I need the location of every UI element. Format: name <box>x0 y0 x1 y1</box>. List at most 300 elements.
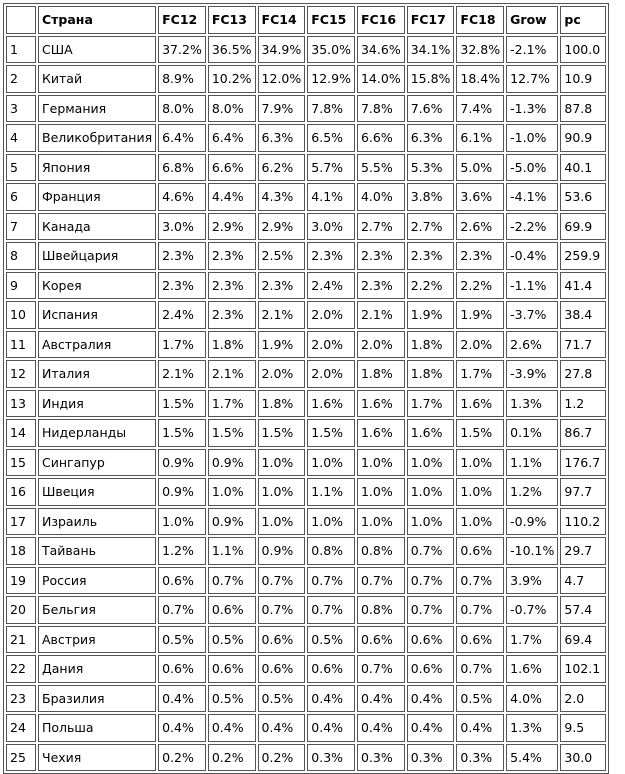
rank-cell: 7 <box>6 213 36 241</box>
fc13-cell: 10.2% <box>208 65 256 93</box>
fc16-cell: 6.6% <box>357 124 405 152</box>
fc16-cell: 2.1% <box>357 301 405 329</box>
table-row <box>6 567 606 595</box>
rank-cell: 25 <box>6 744 36 772</box>
grow-header: Grow <box>506 6 558 34</box>
fc14-cell: 1.9% <box>258 331 306 359</box>
country-cell: Франция <box>38 183 156 211</box>
fc14-cell: 6.3% <box>258 124 306 152</box>
fc17-header: FC17 <box>407 6 455 34</box>
fc14-cell: 0.6% <box>258 655 306 683</box>
country-cell: США <box>38 36 156 64</box>
table-row <box>6 360 606 388</box>
grow-cell: 4.0% <box>506 685 558 713</box>
country-cell: Китай <box>38 65 156 93</box>
fc18-cell: 2.6% <box>456 213 504 241</box>
grow-cell: -1.3% <box>506 95 558 123</box>
table-row <box>6 714 606 742</box>
rank-cell: 1 <box>6 36 36 64</box>
table-row <box>6 626 606 654</box>
country-cell: Италия <box>38 360 156 388</box>
fc16-cell: 2.0% <box>357 331 405 359</box>
fc18-cell: 0.7% <box>456 567 504 595</box>
fc13-cell: 0.6% <box>208 596 256 624</box>
country-cell: Бельгия <box>38 596 156 624</box>
fc16-cell: 1.0% <box>357 449 405 477</box>
fc16-cell: 0.8% <box>357 537 405 565</box>
fc17-cell: 1.8% <box>407 331 455 359</box>
fc15-cell: 12.9% <box>307 65 355 93</box>
fc13-cell: 1.5% <box>208 419 256 447</box>
fc12-cell: 1.5% <box>158 390 206 418</box>
fc17-cell: 1.0% <box>407 478 455 506</box>
fc13-cell: 2.3% <box>208 242 256 270</box>
fc17-cell: 15.8% <box>407 65 455 93</box>
fc15-cell: 0.3% <box>307 744 355 772</box>
fc15-cell: 0.7% <box>307 596 355 624</box>
rank-cell: 18 <box>6 537 36 565</box>
grow-cell: 1.3% <box>506 390 558 418</box>
country-header: Страна <box>38 6 156 34</box>
pc-cell: 259.9 <box>560 242 606 270</box>
rank-cell: 22 <box>6 655 36 683</box>
fc15-cell: 1.0% <box>307 449 355 477</box>
pc-cell: 69.9 <box>560 213 606 241</box>
fc14-cell: 4.3% <box>258 183 306 211</box>
fc15-cell: 1.5% <box>307 419 355 447</box>
fc12-cell: 2.3% <box>158 242 206 270</box>
fc18-cell: 2.3% <box>456 242 504 270</box>
pc-cell: 10.9 <box>560 65 606 93</box>
table-row <box>6 685 606 713</box>
fc16-cell: 1.0% <box>357 508 405 536</box>
country-cell: Индия <box>38 390 156 418</box>
fc17-cell: 2.7% <box>407 213 455 241</box>
fc18-header: FC18 <box>456 6 504 34</box>
fc13-cell: 1.8% <box>208 331 256 359</box>
fc18-cell: 1.7% <box>456 360 504 388</box>
fc17-cell: 7.6% <box>407 95 455 123</box>
rank-cell: 6 <box>6 183 36 211</box>
fc12-cell: 0.7% <box>158 596 206 624</box>
fc18-cell: 1.5% <box>456 419 504 447</box>
pc-cell: 97.7 <box>560 478 606 506</box>
fc14-cell: 0.7% <box>258 567 306 595</box>
table-row <box>6 596 606 624</box>
pc-cell: 57.4 <box>560 596 606 624</box>
fc12-cell: 0.6% <box>158 567 206 595</box>
fc15-cell: 1.6% <box>307 390 355 418</box>
fc18-cell: 0.6% <box>456 626 504 654</box>
fc13-cell: 4.4% <box>208 183 256 211</box>
fc16-cell: 0.7% <box>357 655 405 683</box>
grow-cell: -10.1% <box>506 537 558 565</box>
country-cell: Корея <box>38 272 156 300</box>
fc14-cell: 7.9% <box>258 95 306 123</box>
country-cell: Израиль <box>38 508 156 536</box>
fc14-cell: 6.2% <box>258 154 306 182</box>
fc17-cell: 0.6% <box>407 626 455 654</box>
fc17-cell: 0.7% <box>407 596 455 624</box>
country-cell: Швейцария <box>38 242 156 270</box>
fc16-cell: 2.3% <box>357 242 405 270</box>
fc15-cell: 4.1% <box>307 183 355 211</box>
rank-cell: 24 <box>6 714 36 742</box>
country-cell: Бразилия <box>38 685 156 713</box>
fc18-cell: 2.2% <box>456 272 504 300</box>
fc14-cell: 0.6% <box>258 626 306 654</box>
fc15-cell: 2.3% <box>307 242 355 270</box>
fc17-cell: 1.6% <box>407 419 455 447</box>
table-row <box>6 242 606 270</box>
pc-cell: 40.1 <box>560 154 606 182</box>
fc18-cell: 1.0% <box>456 478 504 506</box>
fc15-cell: 5.7% <box>307 154 355 182</box>
pc-cell: 53.6 <box>560 183 606 211</box>
table-container <box>3 3 609 774</box>
pc-cell: 41.4 <box>560 272 606 300</box>
pc-cell: 86.7 <box>560 419 606 447</box>
pc-cell: 29.7 <box>560 537 606 565</box>
fc18-cell: 7.4% <box>456 95 504 123</box>
pc-cell: 102.1 <box>560 655 606 683</box>
fc18-cell: 1.9% <box>456 301 504 329</box>
fc17-cell: 0.4% <box>407 685 455 713</box>
fc14-header: FC14 <box>258 6 306 34</box>
pc-cell: 90.9 <box>560 124 606 152</box>
pc-cell: 30.0 <box>560 744 606 772</box>
fc16-cell: 0.3% <box>357 744 405 772</box>
country-cell: Сингапур <box>38 449 156 477</box>
fc14-cell: 1.5% <box>258 419 306 447</box>
fc13-cell: 36.5% <box>208 36 256 64</box>
fc12-cell: 8.0% <box>158 95 206 123</box>
country-share-table <box>3 3 609 774</box>
pc-cell: 176.7 <box>560 449 606 477</box>
country-cell: Канада <box>38 213 156 241</box>
fc15-cell: 0.8% <box>307 537 355 565</box>
fc18-cell: 6.1% <box>456 124 504 152</box>
fc18-cell: 0.3% <box>456 744 504 772</box>
fc17-cell: 2.3% <box>407 242 455 270</box>
fc13-cell: 0.4% <box>208 714 256 742</box>
fc18-cell: 18.4% <box>456 65 504 93</box>
fc18-cell: 0.5% <box>456 685 504 713</box>
grow-cell: 1.1% <box>506 449 558 477</box>
fc13-cell: 6.4% <box>208 124 256 152</box>
fc17-cell: 0.7% <box>407 567 455 595</box>
fc16-cell: 0.8% <box>357 596 405 624</box>
fc14-cell: 0.5% <box>258 685 306 713</box>
grow-cell: 0.1% <box>506 419 558 447</box>
fc15-cell: 0.5% <box>307 626 355 654</box>
fc12-cell: 0.9% <box>158 478 206 506</box>
fc12-cell: 1.2% <box>158 537 206 565</box>
rank-cell: 15 <box>6 449 36 477</box>
fc12-cell: 6.4% <box>158 124 206 152</box>
fc13-cell: 1.1% <box>208 537 256 565</box>
fc16-cell: 14.0% <box>357 65 405 93</box>
rank-header <box>6 6 36 34</box>
fc14-cell: 0.7% <box>258 596 306 624</box>
fc12-cell: 37.2% <box>158 36 206 64</box>
fc17-cell: 0.3% <box>407 744 455 772</box>
fc14-cell: 12.0% <box>258 65 306 93</box>
fc14-cell: 1.8% <box>258 390 306 418</box>
fc13-header: FC13 <box>208 6 256 34</box>
fc17-cell: 0.7% <box>407 537 455 565</box>
country-cell: Нидерланды <box>38 419 156 447</box>
fc14-cell: 0.2% <box>258 744 306 772</box>
pc-cell: 1.2 <box>560 390 606 418</box>
fc12-cell: 2.4% <box>158 301 206 329</box>
country-cell: Россия <box>38 567 156 595</box>
fc16-cell: 7.8% <box>357 95 405 123</box>
fc15-cell: 0.6% <box>307 655 355 683</box>
fc17-cell: 1.8% <box>407 360 455 388</box>
fc14-cell: 2.1% <box>258 301 306 329</box>
fc17-cell: 0.4% <box>407 714 455 742</box>
fc12-cell: 6.8% <box>158 154 206 182</box>
pc-cell: 4.7 <box>560 567 606 595</box>
rank-cell: 20 <box>6 596 36 624</box>
fc17-cell: 6.3% <box>407 124 455 152</box>
grow-cell: -1.0% <box>506 124 558 152</box>
country-cell: Дания <box>38 655 156 683</box>
fc13-cell: 0.7% <box>208 567 256 595</box>
fc13-cell: 1.0% <box>208 478 256 506</box>
table-body <box>6 36 606 772</box>
fc18-cell: 5.0% <box>456 154 504 182</box>
fc17-cell: 1.0% <box>407 508 455 536</box>
grow-cell: 3.9% <box>506 567 558 595</box>
fc17-cell: 0.6% <box>407 655 455 683</box>
fc16-cell: 0.6% <box>357 626 405 654</box>
fc15-header: FC15 <box>307 6 355 34</box>
pc-cell: 38.4 <box>560 301 606 329</box>
grow-cell: 1.3% <box>506 714 558 742</box>
table-row <box>6 478 606 506</box>
fc17-cell: 34.1% <box>407 36 455 64</box>
table-row <box>6 419 606 447</box>
fc14-cell: 2.3% <box>258 272 306 300</box>
fc16-cell: 1.6% <box>357 419 405 447</box>
fc15-cell: 0.4% <box>307 714 355 742</box>
grow-cell: -0.7% <box>506 596 558 624</box>
fc14-cell: 1.0% <box>258 478 306 506</box>
table-row <box>6 272 606 300</box>
table-header <box>6 6 606 34</box>
pc-cell: 71.7 <box>560 331 606 359</box>
rank-cell: 10 <box>6 301 36 329</box>
grow-cell: -2.2% <box>506 213 558 241</box>
table-row <box>6 301 606 329</box>
fc15-cell: 3.0% <box>307 213 355 241</box>
country-cell: Испания <box>38 301 156 329</box>
grow-cell: -3.7% <box>506 301 558 329</box>
fc16-cell: 2.7% <box>357 213 405 241</box>
rank-cell: 14 <box>6 419 36 447</box>
grow-cell: 12.7% <box>506 65 558 93</box>
fc15-cell: 35.0% <box>307 36 355 64</box>
fc13-cell: 8.0% <box>208 95 256 123</box>
fc16-cell: 0.7% <box>357 567 405 595</box>
fc14-cell: 0.4% <box>258 714 306 742</box>
fc13-cell: 0.2% <box>208 744 256 772</box>
fc16-cell: 5.5% <box>357 154 405 182</box>
fc14-cell: 2.9% <box>258 213 306 241</box>
fc14-cell: 2.5% <box>258 242 306 270</box>
table-row <box>6 331 606 359</box>
fc12-cell: 1.7% <box>158 331 206 359</box>
pc-cell: 100.0 <box>560 36 606 64</box>
header-row <box>6 6 606 34</box>
country-cell: Польша <box>38 714 156 742</box>
rank-cell: 9 <box>6 272 36 300</box>
pc-cell: 9.5 <box>560 714 606 742</box>
country-cell: Австралия <box>38 331 156 359</box>
fc12-cell: 2.3% <box>158 272 206 300</box>
grow-cell: 5.4% <box>506 744 558 772</box>
fc15-cell: 6.5% <box>307 124 355 152</box>
grow-cell: -1.1% <box>506 272 558 300</box>
fc12-cell: 0.4% <box>158 714 206 742</box>
grow-cell: -2.1% <box>506 36 558 64</box>
fc13-cell: 2.1% <box>208 360 256 388</box>
table-row <box>6 36 606 64</box>
country-cell: Великобритания <box>38 124 156 152</box>
grow-cell: 1.2% <box>506 478 558 506</box>
rank-cell: 12 <box>6 360 36 388</box>
fc16-cell: 1.6% <box>357 390 405 418</box>
fc16-cell: 34.6% <box>357 36 405 64</box>
grow-cell: -5.0% <box>506 154 558 182</box>
fc14-cell: 2.0% <box>258 360 306 388</box>
fc17-cell: 1.9% <box>407 301 455 329</box>
fc17-cell: 2.2% <box>407 272 455 300</box>
fc13-cell: 0.5% <box>208 626 256 654</box>
rank-cell: 11 <box>6 331 36 359</box>
grow-cell: -0.4% <box>506 242 558 270</box>
country-cell: Австрия <box>38 626 156 654</box>
fc12-cell: 2.1% <box>158 360 206 388</box>
fc12-cell: 0.5% <box>158 626 206 654</box>
fc15-cell: 2.4% <box>307 272 355 300</box>
table-row <box>6 655 606 683</box>
fc17-cell: 1.0% <box>407 449 455 477</box>
grow-cell: -3.9% <box>506 360 558 388</box>
fc16-cell: 4.0% <box>357 183 405 211</box>
fc14-cell: 0.9% <box>258 537 306 565</box>
pc-cell: 2.0 <box>560 685 606 713</box>
pc-cell: 110.2 <box>560 508 606 536</box>
table-row <box>6 95 606 123</box>
grow-cell: 2.6% <box>506 331 558 359</box>
fc18-cell: 0.6% <box>456 537 504 565</box>
table-row <box>6 449 606 477</box>
fc15-cell: 2.0% <box>307 360 355 388</box>
rank-cell: 23 <box>6 685 36 713</box>
table-row <box>6 537 606 565</box>
fc13-cell: 6.6% <box>208 154 256 182</box>
country-cell: Швеция <box>38 478 156 506</box>
fc13-cell: 1.7% <box>208 390 256 418</box>
fc15-cell: 1.0% <box>307 508 355 536</box>
fc13-cell: 2.3% <box>208 301 256 329</box>
fc12-cell: 0.2% <box>158 744 206 772</box>
fc16-cell: 0.4% <box>357 685 405 713</box>
country-cell: Чехия <box>38 744 156 772</box>
table-row <box>6 183 606 211</box>
country-cell: Япония <box>38 154 156 182</box>
fc18-cell: 0.4% <box>456 714 504 742</box>
fc13-cell: 0.5% <box>208 685 256 713</box>
fc15-cell: 0.7% <box>307 567 355 595</box>
fc14-cell: 1.0% <box>258 508 306 536</box>
fc18-cell: 32.8% <box>456 36 504 64</box>
fc12-cell: 8.9% <box>158 65 206 93</box>
fc15-cell: 2.0% <box>307 331 355 359</box>
fc18-cell: 1.0% <box>456 449 504 477</box>
rank-cell: 3 <box>6 95 36 123</box>
fc12-cell: 0.9% <box>158 449 206 477</box>
fc17-cell: 1.7% <box>407 390 455 418</box>
fc16-cell: 1.8% <box>357 360 405 388</box>
fc16-cell: 1.0% <box>357 478 405 506</box>
pc-cell: 87.8 <box>560 95 606 123</box>
table-row <box>6 390 606 418</box>
fc12-cell: 4.6% <box>158 183 206 211</box>
country-cell: Тайвань <box>38 537 156 565</box>
fc13-cell: 0.9% <box>208 449 256 477</box>
fc12-cell: 0.4% <box>158 685 206 713</box>
fc18-cell: 3.6% <box>456 183 504 211</box>
rank-cell: 21 <box>6 626 36 654</box>
fc13-cell: 0.6% <box>208 655 256 683</box>
pc-cell: 69.4 <box>560 626 606 654</box>
rank-cell: 16 <box>6 478 36 506</box>
fc13-cell: 2.9% <box>208 213 256 241</box>
fc15-cell: 0.4% <box>307 685 355 713</box>
fc15-cell: 7.8% <box>307 95 355 123</box>
pc-cell: 27.8 <box>560 360 606 388</box>
fc18-cell: 0.7% <box>456 596 504 624</box>
fc13-cell: 2.3% <box>208 272 256 300</box>
fc16-cell: 0.4% <box>357 714 405 742</box>
table-row <box>6 154 606 182</box>
fc12-cell: 1.5% <box>158 419 206 447</box>
table-row <box>6 213 606 241</box>
table-row <box>6 744 606 772</box>
rank-cell: 2 <box>6 65 36 93</box>
rank-cell: 17 <box>6 508 36 536</box>
grow-cell: 1.7% <box>506 626 558 654</box>
fc12-cell: 3.0% <box>158 213 206 241</box>
fc15-cell: 1.1% <box>307 478 355 506</box>
fc15-cell: 2.0% <box>307 301 355 329</box>
fc18-cell: 0.7% <box>456 655 504 683</box>
grow-cell: 1.6% <box>506 655 558 683</box>
fc17-cell: 5.3% <box>407 154 455 182</box>
table-row <box>6 508 606 536</box>
rank-cell: 8 <box>6 242 36 270</box>
fc14-cell: 34.9% <box>258 36 306 64</box>
fc14-cell: 1.0% <box>258 449 306 477</box>
fc16-cell: 2.3% <box>357 272 405 300</box>
pc-header: pc <box>560 6 606 34</box>
table-row <box>6 124 606 152</box>
rank-cell: 5 <box>6 154 36 182</box>
